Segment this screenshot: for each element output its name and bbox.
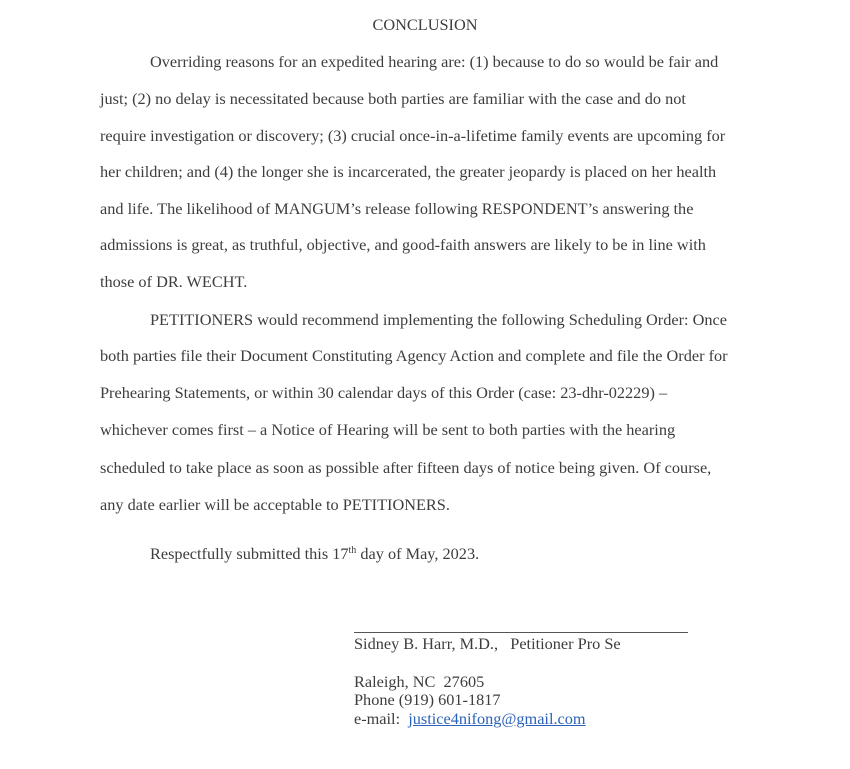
signature-line bbox=[354, 632, 688, 633]
submitted-text: Respectfully submitted this 17 bbox=[150, 544, 349, 563]
ordinal-suffix: th bbox=[348, 545, 357, 556]
text-line: require investigation or discovery; (3) crucial once-in-a-lifetime family events are upcoming for bbox=[100, 126, 726, 145]
signer-phone: Phone (919) 601-1817 bbox=[354, 690, 501, 709]
signer-name: Sidney B. Harr, M.D., Petitioner Pro Se bbox=[354, 634, 621, 653]
text-line: scheduled to take place as soon as possible after fifteen days of notice being given. Of course, bbox=[100, 458, 712, 477]
text-line: whichever comes first – a Notice of Hearing will be sent to both parties with the hearing bbox=[100, 420, 676, 439]
signer-email-row bbox=[354, 710, 586, 728]
text-line: PETITIONERS would recommend implementing the following Scheduling Order: Once bbox=[150, 310, 727, 329]
text-line: those of DR. WECHT. bbox=[100, 272, 248, 291]
text-line: Prehearing Statements, or within 30 calendar days of this Order (case: 23-dhr-02229) – bbox=[100, 383, 668, 402]
text-line: any date earlier will be acceptable to PETITIONERS. bbox=[100, 495, 450, 514]
email-label: e-mail: bbox=[354, 709, 409, 728]
submitted-date: day of May, 2023. bbox=[356, 544, 480, 563]
submission-date-line bbox=[150, 545, 479, 563]
email-link[interactable]: justice4nifong@gmail.com bbox=[408, 709, 586, 728]
conclusion-heading: CONCLUSION bbox=[372, 15, 478, 34]
text-line: and life. The likelihood of MANGUM’s release following RESPONDENT’s answering the bbox=[100, 199, 694, 218]
signer-city: Raleigh, NC 27605 bbox=[354, 672, 485, 691]
text-line: both parties file their Document Constituting Agency Action and complete and file the Order for bbox=[100, 346, 728, 365]
text-line: Overriding reasons for an expedited hearing are: (1) because to do so would be fair and bbox=[150, 52, 719, 71]
text-line: admissions is great, as truthful, objective, and good-faith answers are likely to be in line with bbox=[100, 235, 706, 254]
text-line: just; (2) no delay is necessitated because both parties are familiar with the case and do not bbox=[100, 89, 686, 108]
text-line: her children; and (4) the longer she is incarcerated, the greater jeopardy is placed on her health bbox=[100, 162, 717, 181]
